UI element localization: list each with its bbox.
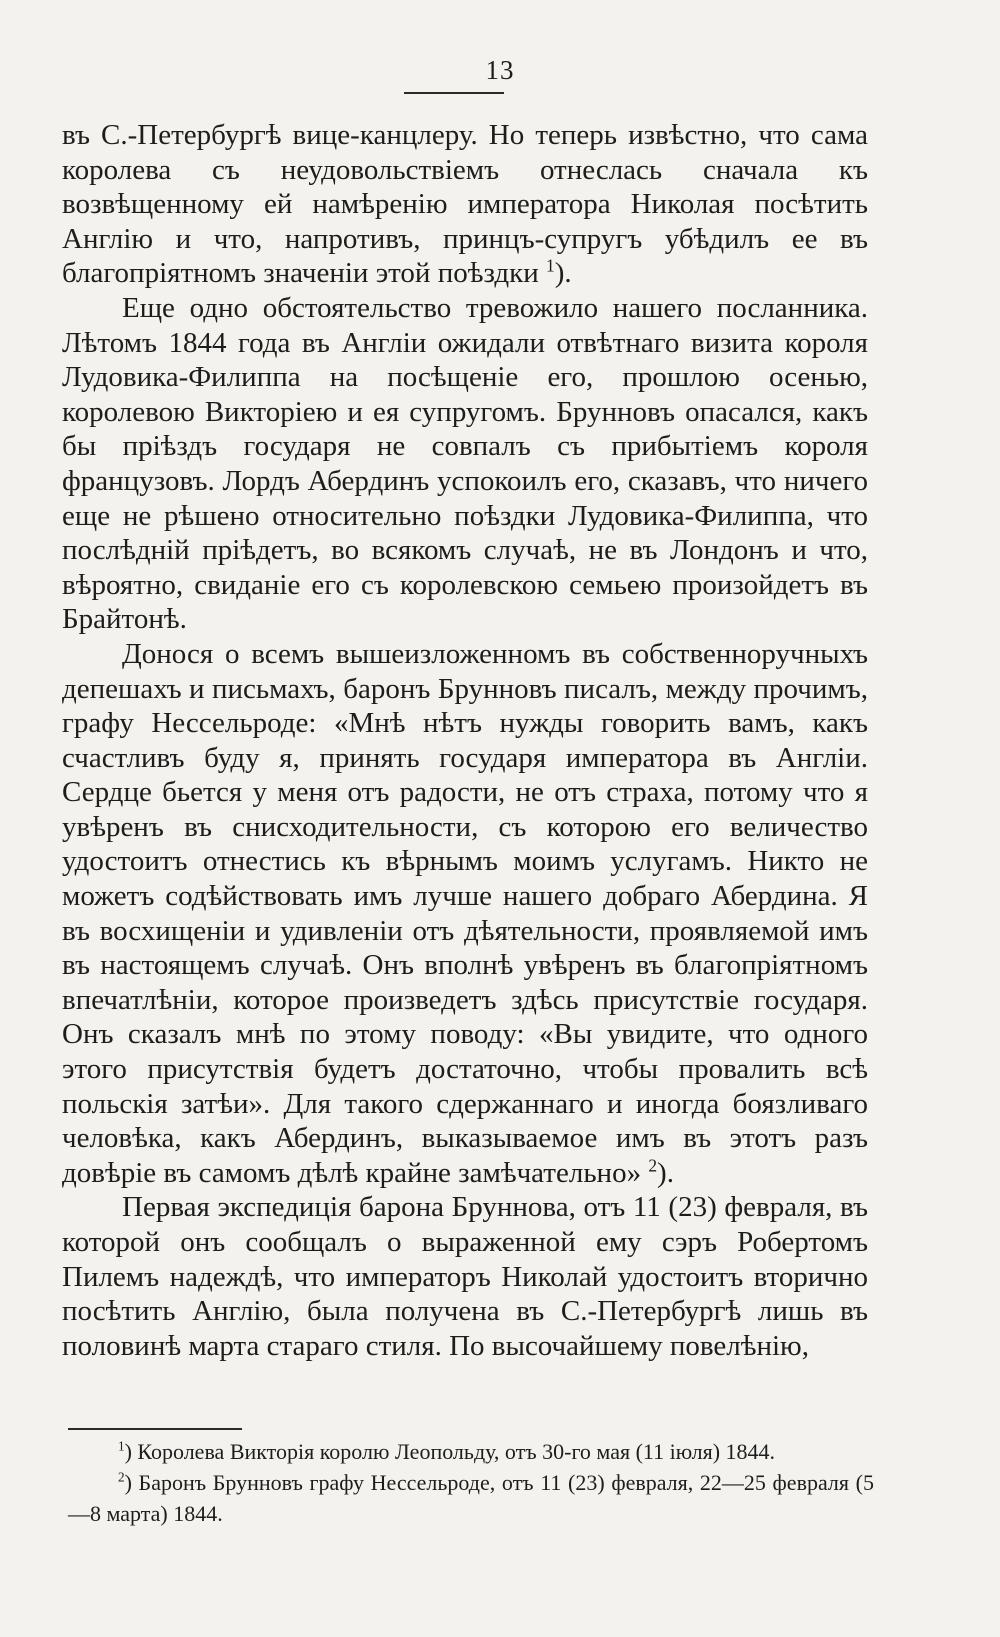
footnote-rule [68,1428,242,1430]
page-number: 13 [485,55,515,85]
footnote-1 [68,1436,874,1467]
paragraph-3-text: Донося о всемъ вышеизложенномъ въ собственноручныхъ депешахъ и письмахъ, баронъ Брунновъ писалъ, между прочимъ, графу Нессельроде: «Мнѣ нѣтъ нужды говорить вамъ, какъ счастливъ буду я, принять государя императора въ Англіи. Сердце бьется у меня отъ радости, не отъ страха, потому что я увѣренъ въ снисходительности, съ которою его величество удостоитъ отнестись къ вѣрнымъ моимъ услугамъ. Никто не можетъ содѣйствовать имъ лучше нашего добраго Абердина. Я въ восхищеніи и удивленіи отъ дѣятельности, проявляемой имъ въ настоящемъ случаѣ. Онъ вполнѣ увѣренъ въ благопріятномъ впечатлѣніи, которое произведетъ здѣсь присутствіе государя. Онъ сказалъ мнѣ по этому поводу: «Вы увидите, что одного этого присутствія будетъ достаточно, чтобы провалить всѣ польскія затѣи». Для такого сдержаннаго и иногда боязливаго человѣка, какъ Абердинъ, выказываемое имъ въ этотъ разъ довѣріе въ самомъ дѣлѣ крайне замѣчательно» [62,637,868,1189]
footnote-ref-1: 1 [546,255,555,276]
footnote-2-marker: 2 [118,1469,125,1485]
footnote-2-text: ) Баронъ Брунновъ графу Нессельроде, отъ 11 (23) февраля, 22—25 февраля (5—8 марта) 1844. [68,1470,874,1526]
header-rule [404,92,504,94]
footnote-ref-2: 2 [648,1155,658,1176]
footnote-2 [68,1467,874,1529]
paragraph-1-end: ). [554,257,572,290]
paragraph-3-end: ). [657,1156,674,1189]
paragraph-2: Еще одно обстоятельство тревожило нашего посланника. Лѣтомъ 1844 года въ Англіи ожидали отвѣтнаго визита короля Лудовика-Филиппа на посѣщеніе его, прошлою осенью, королевою Викторіею и ея супругомъ. Брунновъ опасался, какъ бы пріѣздъ государя не совпалъ съ прибытіемъ короля французовъ. Лордъ Абердинъ успокоилъ его, сказавъ, что ничего еще не рѣшено относительно поѣздки Лудовика-Филиппа, что послѣдній пріѣдетъ, во всякомъ случаѣ, не въ Лондонъ и что, вѣроятно, свиданіе его съ королевскою семьею произойдетъ въ Брайтонѣ. [62,291,868,636]
footnote-1-text: ) Королева Викторія королю Леопольду, отъ 30-го мая (11 іюля) 1844. [124,1439,776,1464]
main-text [62,118,868,1363]
paragraph-1-text: въ С.-Петербургѣ вице-канцлеру. Но теперь извѣстно, что сама королева съ неудовольствіемъ отнеслась сначала къ возвѣщенному ей намѣренію императора Николая посѣтить Англію и что, напротивъ, принцъ-супругъ убѣдилъ ее въ благопріятномъ значеніи этой поѣздки [62,119,868,290]
paragraph-4: Первая экспедиція барона Бруннова, отъ 11 (23) февраля, въ которой онъ сообщалъ о выраженной ему сэръ Робертомъ Пилемъ надеждѣ, что императоръ Николай удостоитъ вторично посѣтить Англію, была получена въ С.-Петербургѣ лишь въ половинѣ марта стараго стиля. По высочайшему повелѣнію, [62,1191,868,1362]
paragraph-1 [62,118,868,291]
footnotes [68,1436,874,1529]
paragraph-3 [62,637,868,1191]
footnote-1-marker: 1 [118,1438,125,1454]
